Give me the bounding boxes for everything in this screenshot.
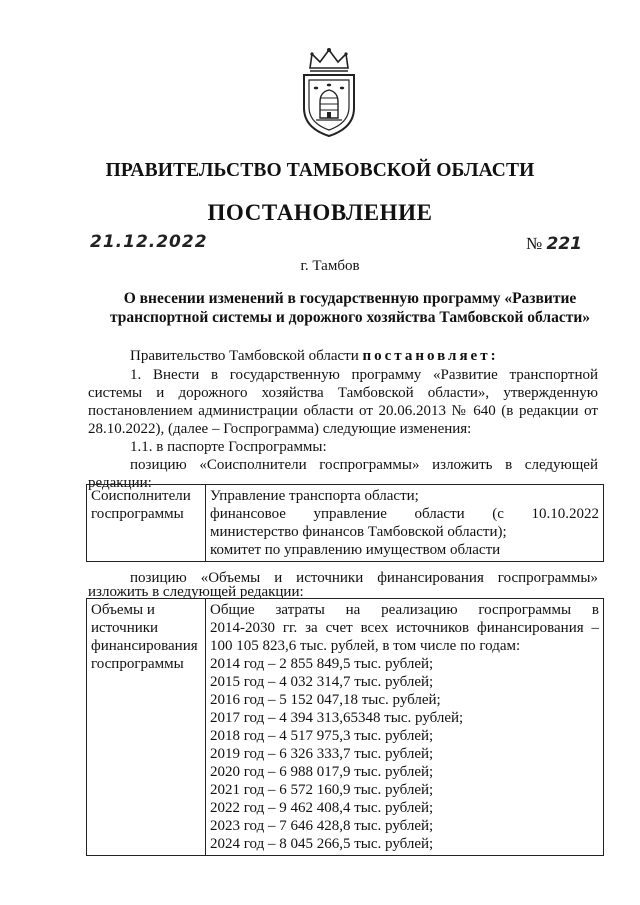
document-number xyxy=(526,234,582,254)
paragraph-1-line: системы и дорожного хозяйства Тамбовской области», утвержденную xyxy=(88,385,598,401)
year-amount: 2018 год – 4 517 975,3 тыс. рублей; xyxy=(210,728,434,744)
year-amount: 2020 год – 6 988 017,9 тыс. рублей; xyxy=(210,764,434,780)
financing-line: 2014-2030 гг. за счет всех источников финансирования – xyxy=(210,620,599,636)
table-label-cell: Соисполнители госпрограммы xyxy=(87,485,206,562)
intro-paragraph xyxy=(130,347,499,365)
paragraph-2-line: редакции: xyxy=(88,475,152,491)
table-row xyxy=(87,599,604,856)
organization-name: ПРАВИТЕЛЬСТВО ТАМБОВСКОЙ ОБЛАСТИ xyxy=(105,160,535,181)
financing-line: Общие затраты на реализацию госпрограммы в xyxy=(210,602,599,618)
year-amount: 2019 год – 6 326 333,7 тыс. рублей; xyxy=(210,746,434,762)
year-amount: 2022 год – 9 462 408,4 тыс. рублей; xyxy=(210,800,434,816)
intro-text: Правительство Тамбовской области xyxy=(130,348,363,364)
intro-decree-word: постановляет: xyxy=(362,348,499,364)
paragraph-3-line: позицию «Объемы и источники финансирования госпрограммы» xyxy=(130,570,598,586)
table-content-cell xyxy=(206,485,604,562)
paragraph-1-line: 1. Внести в государственную программу «Развитие транспортной xyxy=(130,367,598,383)
paragraph-3-line: изложить в следующей редакции: xyxy=(88,584,304,600)
document-type: ПОСТАНОВЛЕНИЕ xyxy=(207,200,433,225)
paragraph-1-line: постановлением администрации области от 20.06.2013 № 640 (в редакции от xyxy=(88,403,598,419)
co-executor-line: комитет по управлению имуществом области xyxy=(210,542,501,558)
year-amount: 2021 год – 6 572 160,9 тыс. рублей; xyxy=(210,782,434,798)
handwritten-number: 221 xyxy=(546,234,582,254)
co-executor-line: финансовое управление области (с 10.10.2022 xyxy=(210,506,599,522)
document-title xyxy=(90,289,610,327)
year-amount: 2016 год – 5 152 047,18 тыс. рублей; xyxy=(210,692,441,708)
co-executors-table xyxy=(86,484,604,562)
year-amount: 2014 год – 2 855 849,5 тыс. рублей; xyxy=(210,656,434,672)
table-label-cell: Объемы и источники финансирования госпрограммы xyxy=(87,599,206,856)
table-row xyxy=(87,485,604,562)
paragraph-1-line: 28.10.2022), (далее – Госпрограмма) следующие изменения: xyxy=(88,421,472,437)
handwritten-date: 21.12.2022 xyxy=(90,232,208,252)
table-content-cell xyxy=(206,599,604,856)
year-amount: 2015 год – 4 032 314,7 тыс. рублей; xyxy=(210,674,434,690)
coat-of-arms-emblem xyxy=(298,46,360,138)
financing-line: 100 105 823,6 тыс. рублей, в том числе по годам: xyxy=(210,638,521,654)
financing-table xyxy=(86,598,604,856)
year-amount: 2017 год – 4 394 313,65348 тыс. рублей; xyxy=(210,710,464,726)
city: г. Тамбов xyxy=(300,258,360,274)
number-sign: № xyxy=(526,234,543,253)
co-executor-line: Управление транспорта области; xyxy=(210,488,419,504)
paragraph-1-1: 1.1. в паспорте Госпрограммы: xyxy=(130,439,327,455)
title-line: О внесении изменений в государственную программу «Развитие xyxy=(123,290,577,307)
title-line: транспортной системы и дорожного хозяйства Тамбовской области» xyxy=(109,309,591,326)
year-amount: 2023 год – 7 646 428,8 тыс. рублей; xyxy=(210,818,434,834)
paragraph-2-line: позицию «Соисполнители госпрограммы» изложить в следующей xyxy=(130,457,598,473)
year-amount: 2024 год – 8 045 266,5 тыс. рублей; xyxy=(210,836,434,852)
co-executor-line: министерство финансов Тамбовской области); xyxy=(210,524,507,540)
